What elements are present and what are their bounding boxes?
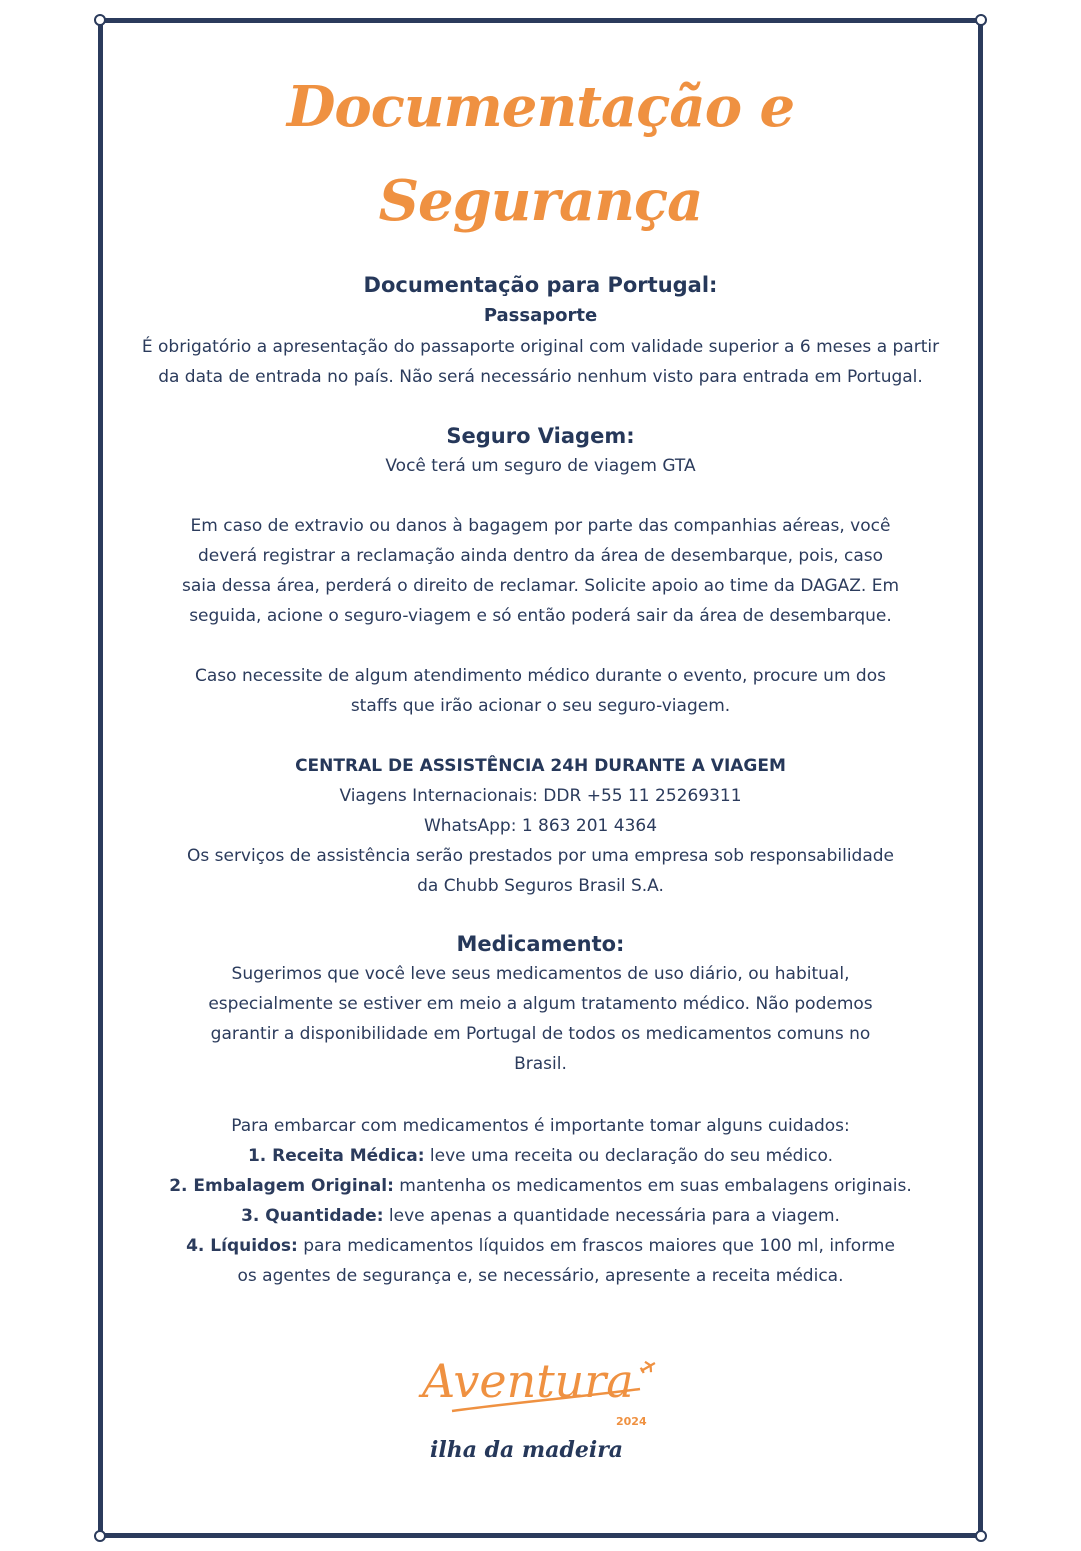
title-line-2: Segurança bbox=[378, 168, 703, 234]
medico-paragraph bbox=[130, 661, 951, 721]
text-line: saia dessa área, perderá o direito de reclamar. Solicite apoio ao time da DAGAZ. Em bbox=[181, 576, 900, 596]
text-line: Em caso de extravio ou danos à bagagem por parte das companhias aéreas, você bbox=[190, 516, 891, 536]
text-line: Sugerimos que você leve seus medicamentos de uso diário, ou habitual, bbox=[231, 964, 850, 984]
documentacao-text-line: da data de entrada no país. Não será necessário nenhum visto para entrada em Portugal. bbox=[158, 367, 923, 387]
list-item-label: 3. Quantidade: bbox=[241, 1206, 384, 1226]
corner-ornament bbox=[94, 14, 106, 26]
list-item-text: para medicamentos líquidos em frascos maiores que 100 ml, informe bbox=[297, 1236, 895, 1256]
passaporte-subheading: Passaporte bbox=[483, 305, 598, 326]
corner-ornament bbox=[94, 1530, 106, 1542]
seguro-section bbox=[130, 421, 951, 481]
page-title bbox=[130, 60, 951, 248]
medicamento-section bbox=[130, 929, 951, 1079]
list-item-text: mantenha os medicamentos em suas embalagens originais. bbox=[393, 1176, 912, 1196]
title-line-1: Documentação e bbox=[286, 74, 795, 140]
whatsapp-line: WhatsApp: 1 863 201 4364 bbox=[423, 816, 658, 836]
documentacao-heading: Documentação para Portugal: bbox=[363, 273, 718, 297]
seguro-heading: Seguro Viagem: bbox=[446, 424, 635, 448]
list-item-label: 2. Embalagem Original: bbox=[169, 1176, 394, 1196]
extravio-paragraph bbox=[130, 511, 951, 631]
logo-wordmark: Aventura bbox=[422, 1354, 634, 1408]
text-line: garantir a disponibilidade em Portugal de todos os medicamentos comuns no bbox=[210, 1024, 871, 1044]
text-line: Brasil. bbox=[514, 1054, 567, 1074]
text-line: staffs que irão acionar o seu seguro-viagem. bbox=[350, 696, 731, 716]
list-item bbox=[130, 1141, 951, 1171]
seguro-intro: Você terá um seguro de viagem GTA bbox=[385, 456, 696, 476]
list-item-text: leve uma receita ou declaração do seu médico. bbox=[424, 1146, 834, 1166]
text-line: Caso necessite de algum atendimento médico durante o evento, procure um dos bbox=[195, 666, 886, 686]
list-item bbox=[130, 1201, 951, 1231]
airplane-icon bbox=[638, 1358, 658, 1376]
text-line: especialmente se estiver em meio a algum tratamento médico. Não podemos bbox=[208, 994, 873, 1014]
aventura-logo bbox=[400, 1345, 681, 1465]
text-line: da Chubb Seguros Brasil S.A. bbox=[417, 876, 664, 896]
text-line: Os serviços de assistência serão prestados por uma empresa sob responsabilidade bbox=[186, 846, 895, 866]
phone-line: Viagens Internacionais: DDR +55 11 25269311 bbox=[339, 786, 742, 806]
list-item-label: 4. Líquidos: bbox=[186, 1236, 298, 1256]
central-heading: CENTRAL DE ASSISTÊNCIA 24H DURANTE A VIAGEM bbox=[295, 756, 786, 776]
central-assistencia bbox=[130, 751, 951, 901]
corner-ornament bbox=[975, 14, 987, 26]
list-item-continuation: os agentes de segurança e, se necessário, apresente a receita médica. bbox=[237, 1266, 844, 1286]
documentacao-section bbox=[130, 270, 951, 392]
logo-subtitle: ilha da madeira bbox=[430, 1437, 624, 1463]
text-line: deverá registrar a reclamação ainda dentro da área de desembarque, pois, caso bbox=[197, 546, 884, 566]
text-line: seguida, acione o seguro-viagem e só então poderá sair da área de desembarque. bbox=[189, 606, 892, 626]
list-item bbox=[130, 1171, 951, 1201]
cuidados-list bbox=[130, 1111, 951, 1291]
logo-year: 2024 bbox=[616, 1415, 647, 1428]
cuidados-intro: Para embarcar com medicamentos é importante tomar alguns cuidados: bbox=[231, 1116, 850, 1136]
list-item-label: 1. Receita Médica: bbox=[247, 1146, 425, 1166]
documentacao-text-line: É obrigatório a apresentação do passaporte original com validade superior a 6 meses a partir bbox=[141, 337, 940, 357]
medicamento-heading: Medicamento: bbox=[456, 932, 625, 956]
list-item bbox=[130, 1231, 951, 1261]
corner-ornament bbox=[975, 1530, 987, 1542]
list-item-text: leve apenas a quantidade necessária para a viagem. bbox=[383, 1206, 840, 1226]
